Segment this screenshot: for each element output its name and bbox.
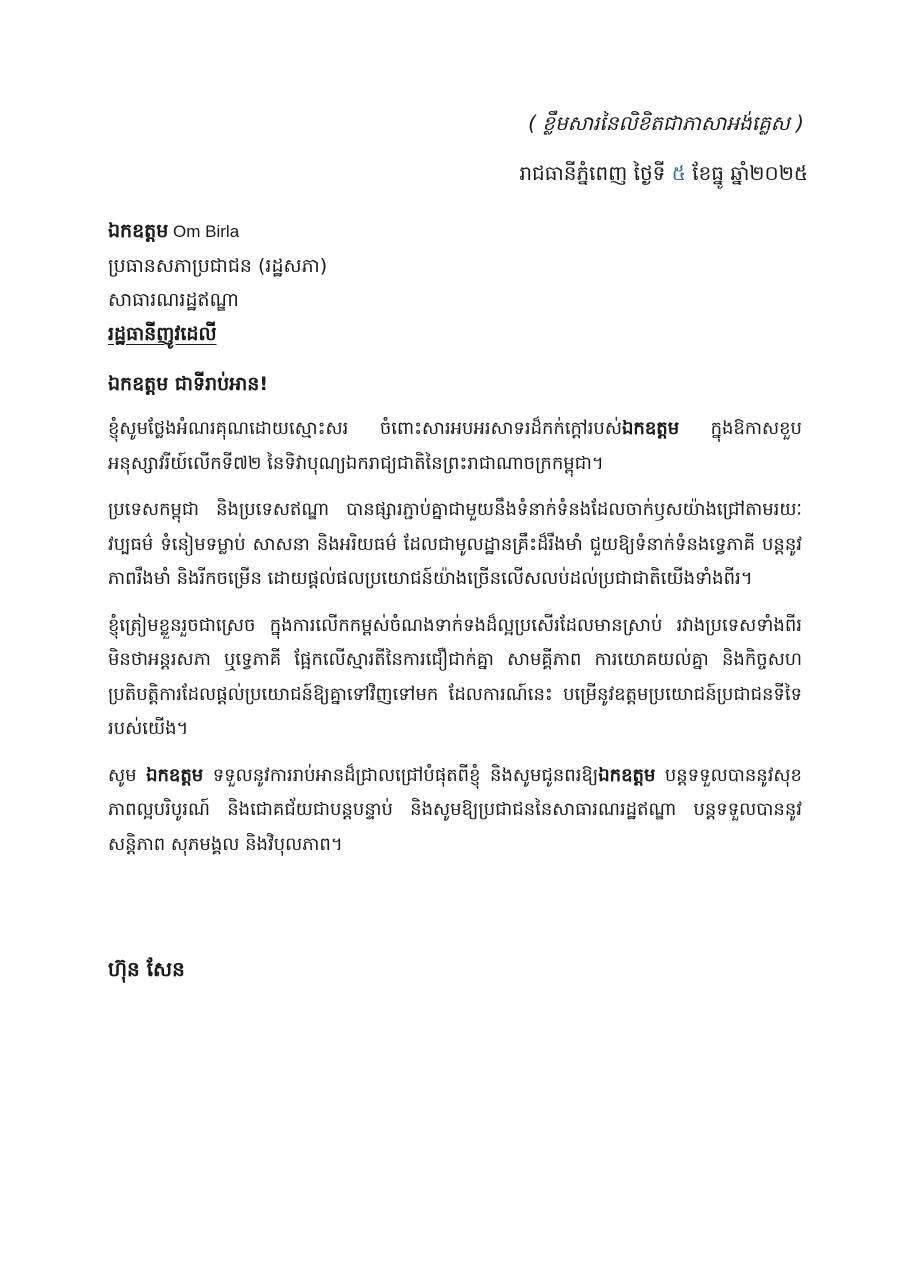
paragraph-4-honorific-1: ឯកឧត្តម (146, 764, 204, 786)
dateline (519, 160, 808, 190)
dateline-month-year: ខែធ្នូ ឆ្នាំ២០២៥ (685, 161, 808, 185)
dateline-place: រាជធានីភ្នំពេញ ថ្ងៃទី (519, 161, 672, 185)
letter-body (108, 412, 802, 874)
signature-name: ហ៊ុន សែន (108, 957, 185, 981)
paragraph-4-text-a: សូម (108, 764, 147, 786)
addressee-city: រដ្ឋធានីញូវដេលី (108, 323, 217, 345)
addressee-honorific: ឯកឧត្តម (108, 220, 169, 242)
paragraph-1-honorific: ឯកឧត្តម (621, 418, 680, 439)
paragraph-3: ខ្ញុំត្រៀមខ្លួនរួចជាស្រេច ក្នុងការលើកកម្ពស់ចំណងទាក់ទងដ៏ល្អប្រសើរដែលមានស្រាប់ រវាងប្រទេសទាំងពីរ មិនថាអន្តរសភា ឬទ្វេភាគី ផ្អែកលើស្មារតីនៃការជឿជាក់គ្នា សាមគ្គីភាព ការយោគយល់គ្នា និងកិច្ចសហប្រតិបត្តិការដែលផ្ដល់ប្រយោជន៍ឱ្យគ្នាទៅវិញទៅមក ដែលការណ៍នេះ បម្រើនូវឧត្តមប្រយោជន៍ប្រជាជនទីទៃរបស់យើង។ (108, 614, 802, 739)
paragraph-4-text-c: ទទួលនូវការរាប់អានដ៏ជ្រាលជ្រៅបំផុតពីខ្ញុំ និងសូមជូនពរឱ្យ (203, 764, 599, 786)
addressee-block (108, 214, 808, 351)
addressee-name-line (108, 214, 808, 249)
translation-note: ( ខ្លឹមសារនៃលិខិតជាភាសាអង់គ្លេស ) (528, 111, 804, 135)
paragraph-2: ប្រទេសកម្ពុជា និងប្រទេសឥណ្ឌា បានផ្សារភ្ជាប់គ្នាជាមួយនឹងទំនាក់ទំនងដែលចាក់ឫសយ៉ាងជ្រៅតាមរយៈវប្បធម៌ ទំនៀមទម្លាប់ សាសនា និងអរិយធម៌ ដែលជាមូលដ្ឋានគ្រឹះដ៏រឹងមាំ ជួយឱ្យទំនាក់ទំនងទ្វេភាគី បន្តនូវភាពរឹងមាំ និងរីកចម្រើន ដោយផ្ដល់ផលប្រយោជន៍យ៉ាងច្រើនលើសលប់ដល់ប្រជាជាតិយើងទាំងពីរ។ (108, 499, 802, 589)
paragraph-1 (108, 412, 802, 481)
paragraph-4-text-e: បន្តទទួលបាននូវសុខភាពល្អបរិបូរណ៍ និងជោគជ័យជាបន្តបន្ទាប់ និងសូមឱ្យប្រជាជននៃសាធារណរដ្ឋឥណ្ឌា បន្តទទួលបាននូវសន្តិភាព សុភមង្គល និងវិបុលភាព។ (108, 764, 802, 855)
addressee-country: សាធារណរដ្ឋឥណ្ឌា (108, 289, 239, 311)
paragraph-1-text-a: ខ្ញុំសូមថ្លែងអំណរគុណដោយស្មោះសរ ចំពោះសារអបអរសាទរដ៏កក់ក្ដៅរបស់ (108, 418, 622, 439)
paragraph-4 (108, 759, 802, 863)
paragraph-1-text-c: ក្នុងឱកាសខួបអនុស្សាវរីយ៍លើកទី៧២ នៃទិវាបុណ្យឯករាជ្យជាតិនៃព្រះរាជាណាចក្រកម្ពុជា។ (108, 418, 802, 474)
addressee-name: Om Birla (168, 222, 240, 241)
salutation: ឯកឧត្តម ជាទីរាប់អាន! (108, 373, 269, 395)
addressee-position: ប្រធានសភាប្រជាជន (រដ្ឋសភា) (108, 255, 328, 277)
dateline-day: ៥ (671, 161, 686, 185)
paragraph-4-honorific-2: ឯកឧត្តម (598, 764, 656, 786)
